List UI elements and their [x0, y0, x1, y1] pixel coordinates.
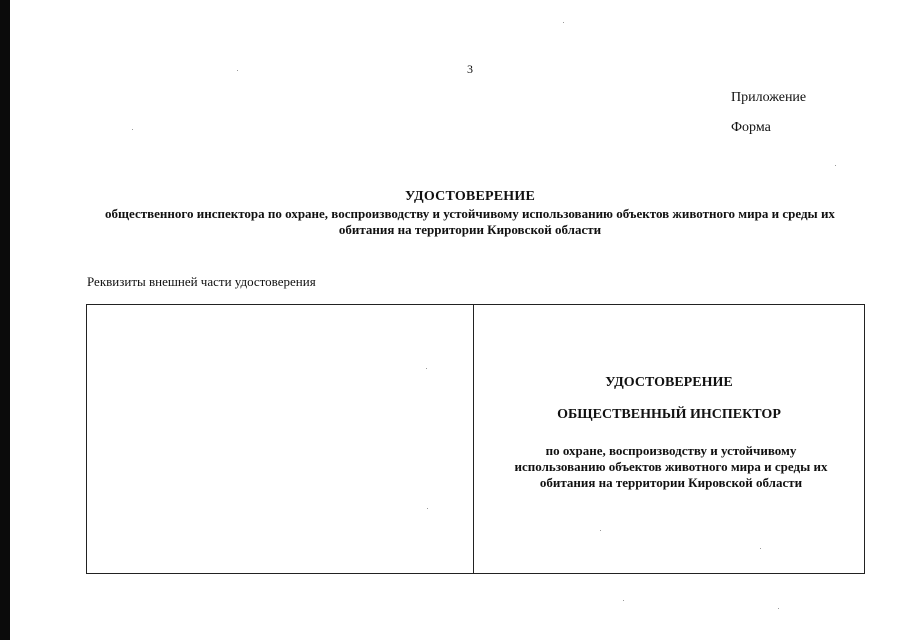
scan-speck	[600, 530, 601, 531]
certificate-inspector: ОБЩЕСТВЕННЫЙ ИНСПЕКТОР	[557, 407, 781, 422]
scan-speck	[563, 22, 564, 23]
scan-speck	[760, 548, 761, 549]
certificate-description: по охране, воспроизводству и устойчивому использованию объектов животного мира и среды их обитания на территории Кировской области	[514, 443, 828, 490]
scan-edge	[0, 0, 10, 640]
document-subtitle: общественного инспектора по охране, воспроизводству и устойчивому использованию объектов животного мира и среды их обитания на территории Кировской области	[105, 206, 835, 237]
scan-speck	[132, 129, 133, 130]
appendix-label: Приложение	[731, 90, 807, 105]
scan-speck	[427, 508, 428, 509]
scan-speck	[237, 70, 238, 71]
form-label: Форма	[731, 120, 771, 135]
scan-speck	[835, 165, 836, 166]
scan-speck	[623, 600, 624, 601]
certificate-back-panel	[87, 305, 474, 573]
scan-speck	[778, 608, 779, 609]
document-title: УДОСТОВЕРЕНИЕ	[405, 189, 535, 204]
page-number: 3	[467, 62, 473, 76]
certificate-cover	[86, 304, 865, 574]
certificate-title: УДОСТОВЕРЕНИЕ	[605, 375, 733, 390]
section-label: Реквизиты внешней части удостоверения	[87, 274, 316, 289]
scan-speck	[426, 368, 427, 369]
certificate-front-panel	[474, 305, 864, 573]
